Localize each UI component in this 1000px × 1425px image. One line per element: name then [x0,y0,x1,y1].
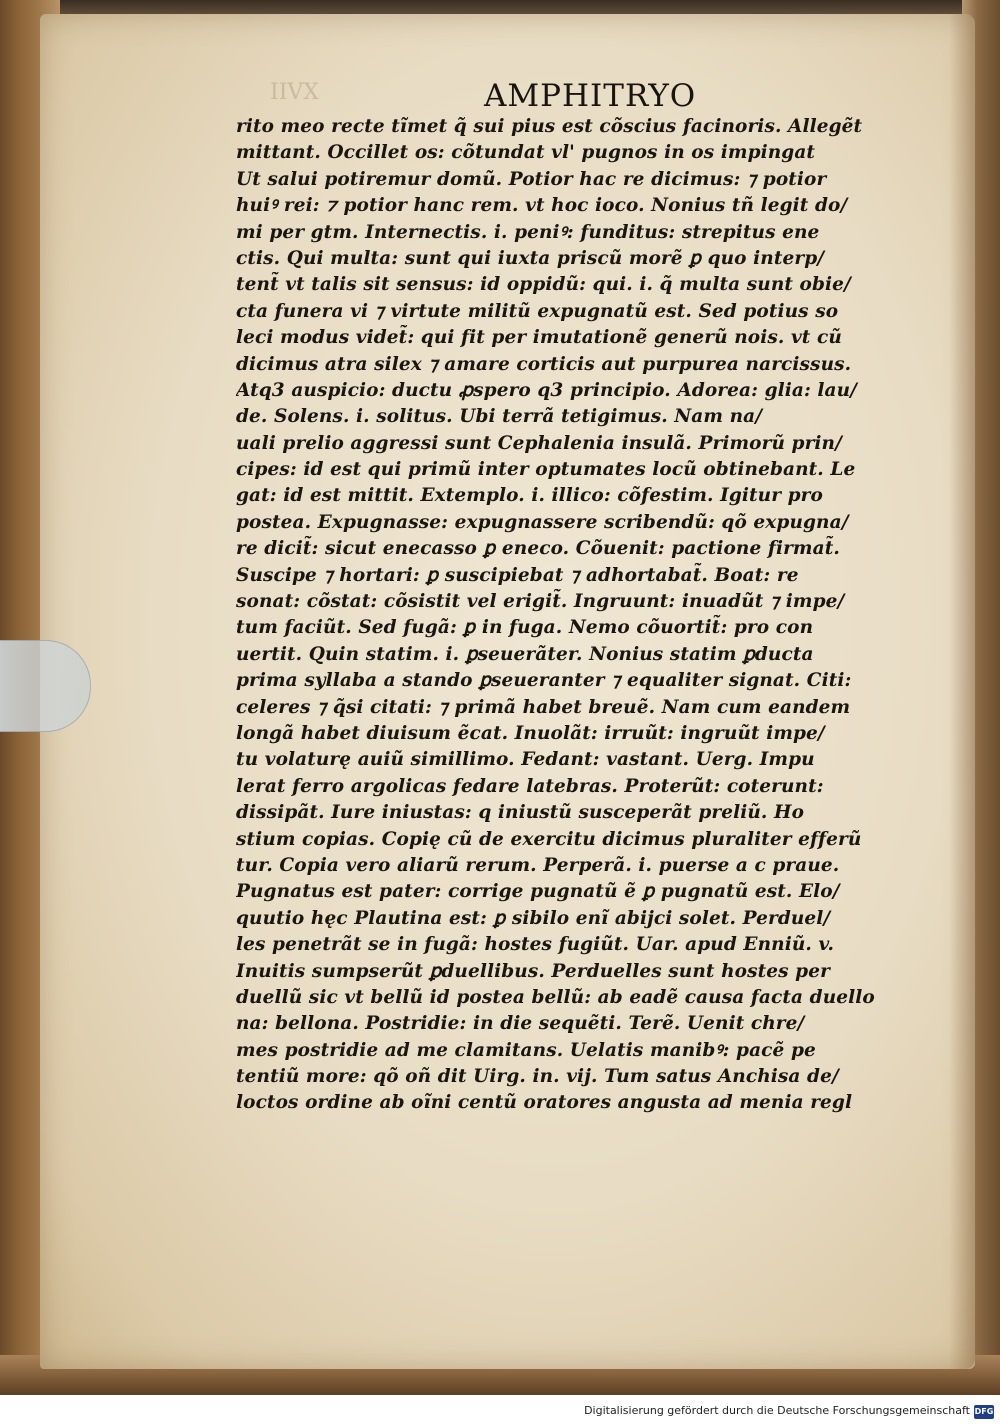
text-line: cta funera vi ⁊ virtute militũ expugnatũ est. Sed potius so [236,300,839,322]
text-line: longã habet diuisum ẽcat. Inuolãt: irruũt: ingruũt impe/ [236,722,825,744]
text-line: lerat ferro argolicas fedare latebras. Proterũt: coterunt: [236,775,824,797]
text-line: na: bellona. Postridie: in die sequẽti. Terẽ. Uenit chre/ [236,1013,805,1035]
text-line: uertit. Quin statim. i. ꝑseuerãter. Nonius statim ꝑducta [236,643,814,665]
text-line: de. Solens. i. solitus. Ubi terrã tetigimus. Nam na/ [236,406,763,428]
text-block [236,114,876,1117]
text-line: tent̃ vt talis sit sensus: id oppidũ: qui. i. q̃ multa sunt obie/ [236,274,851,296]
text-line: re dicit̃: sicut enecasso ꝑ eneco. Cõuenit: pactione firmat̃. [236,538,840,560]
running-head: AMPHITRYO [484,78,697,114]
text-line: postea. Expugnasse: expugnassere scribendũ: qõ expugna/ [236,511,849,533]
text-line: Pugnatus est pater: corrige pugnatũ ẽ ꝑ pugnatũ est. Elo/ [236,881,840,903]
text-line: stium copias. Copię cũ de exercitu dicimus pluraliter efferũ [236,828,862,850]
text-line: gat: id est mittit. Extemplo. i. illico: cõfestim. Igitur pro [236,485,823,507]
text-line: sonat: cõstat: cõsistit vel erigit̃. Ingruunt: inuadũt ⁊ impe/ [236,591,845,613]
text-line: loctos ordine ab oĩni centũ oratores angusta ad menia regl [236,1092,853,1114]
text-line: Atq3 auspicio: ductu ꝓspero q3 principio. Adorea: glia: lau/ [236,379,858,401]
text-line: huiꝰ rei: ⁊ potior hanc rem. vt hoc ioco. Nonius tñ legit do/ [236,195,848,217]
text-line: Suscipe ⁊ hortari: ꝑ suscipiebat ⁊ adhortabat̃. Boat: re [236,564,799,586]
text-line: tur. Copia vero aliarũ rerum. Perperã. i. puerse a c praue. [236,854,840,876]
text-line: rito meo recte tĩmet q̃ sui pius est cõscius facinoris. Allegẽt [236,116,863,137]
text-line: mittant. Occillet os: cõtundat vl' pugnos in os impingat [236,142,816,164]
text-line: tu volaturę auiũ simillimo. Fedant: vastant. Uerg. Impu [236,749,815,771]
text-line: mes postridie ad me clamitans. Uelatis manibꝰ: pacẽ pe [236,1039,816,1061]
text-line: uali prelio aggressi sunt Cephalenia insulã. Primorũ prin/ [236,432,842,454]
text-line: les penetrãt se in fugã: hostes fugiũt. Uar. apud Enniũ. v. [236,934,835,956]
text-line: prima syllaba a stando ꝑseueranter ⁊ equaliter signat. Citi: [236,670,852,692]
text-line: ctis. Qui multa: sunt qui iuxta priscũ morẽ ꝑ quo interp/ [236,247,825,269]
text-line: dicimus atra silex ⁊ amare corticis aut purpurea narcissus. [236,353,852,375]
text-line: celeres ⁊ q̃si citati: ⁊ primã habet breuẽ. Nam cum eandem [236,696,851,718]
text-line: duellũ sic vt bellũ id postea bellũ: ab eadẽ causa facta duello [236,986,875,1008]
text-line: dissipãt. Iure iniustas: q iniustũ susceperãt preliũ. Ho [236,802,805,824]
footer-bar [0,1395,1000,1425]
text-line: Inuitis sumpserũt ꝑduellibus. Perduelles sunt hostes per [236,960,830,982]
text-line: leci modus videt̃: qui fit per imutationẽ generũ nois. vt cũ [236,327,842,349]
text-line: mi per gtm. Internectis. i. peniꝰ: funditus: strepitus ene [236,221,820,243]
footer-credit: Digitalisierung gefördert durch die Deutsche Forschungsgemeinschaft [584,1404,970,1417]
page-clip-holder [0,640,91,732]
text-line: tum faciũt. Sed fugã: ꝑ in fuga. Nemo cõuortit̃: pro con [236,617,814,639]
page-gutter-shadow [949,14,975,1369]
text-line: tentiũ more: qõ oñ dit Uirg. in. vij. Tum satus Anchisa de/ [236,1066,839,1088]
text-line: cipes: id est qui primũ inter optumates locũ obtinebant. Le [236,459,856,481]
show-through-heading: IIVX [270,80,319,105]
text-line: Ut salui potiremur domũ. Potior hac re dicimus: ⁊ potior [236,168,827,190]
dfg-logo: DFG [974,1405,994,1419]
text-line: quutio hęc Plautina est: ꝑ sibilo enĩ abijci solet. Perduel/ [236,907,831,929]
